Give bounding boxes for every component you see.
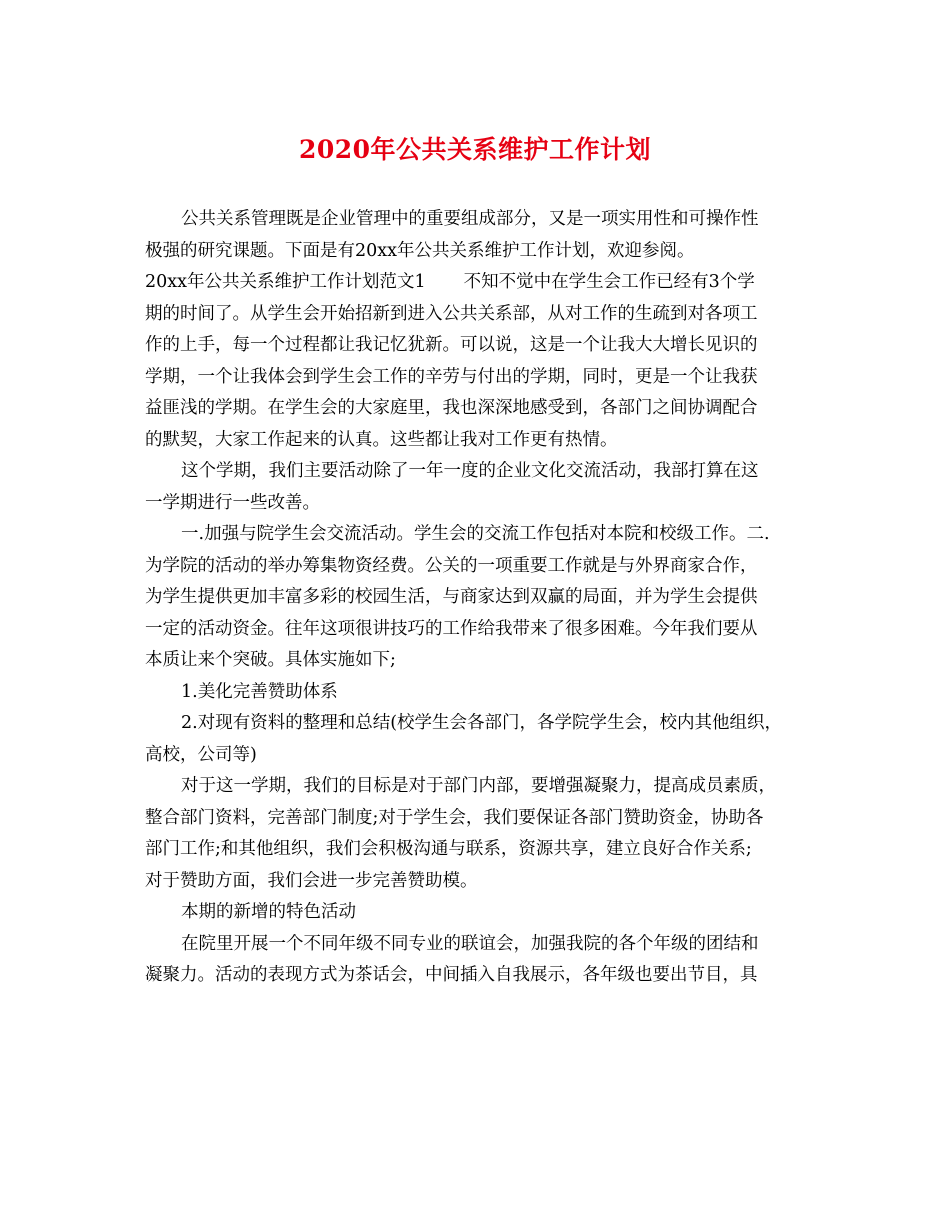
- paragraph-line: 一定的活动资金。往年这项很讲技巧的工作给我带来了很多困难。今年我们要从: [145, 618, 758, 639]
- paragraph-line: 益匪浅的学期。在学生会的大家庭里，我也深深地感受到，各部门之间协调配合: [145, 398, 758, 418]
- paragraph-line: 为学生提供更加丰富多彩的校园生活，与商家达到双赢的局面，并为学生会提供: [145, 587, 758, 607]
- page-title: 2020年公共关系维护工作计划: [298, 135, 652, 164]
- paragraph-line: 对于赞助方面，我们会进一步完善赞助模。: [145, 870, 478, 891]
- section-heading: 本期的新增的特色活动: [181, 902, 356, 922]
- paragraph-line: [145, 267, 815, 299]
- section-heading: 20xx年公共关系维护工作计划范文1: [145, 272, 426, 292]
- paragraph-line: 期的时间了。从学生会开始招新到进入公共关系部，从对工作的生疏到对各项工: [145, 303, 758, 324]
- paragraph-line: 对于这一学期，我们的目标是对于部门内部，要增强凝聚力，提高成员素质，: [181, 776, 776, 796]
- paragraph-line: 部门工作;和其他组织，我们会积极沟通与联系，资源共享，建立良好合作关系;: [145, 839, 752, 859]
- paragraph-line: 为学院的活动的举办筹集物资经费。公关的一项重要工作就是与外界商家合作，: [145, 555, 758, 576]
- paragraph-line: 在院里开展一个不同年级不同专业的联谊会，加强我院的各个年级的团结和: [181, 933, 759, 954]
- paragraph-line: 本质让来个突破。具体实施如下;: [145, 650, 396, 670]
- paragraph-line: 整合部门资料，完善部门制度;对于学生会，我们要保证各部门赞助资金，协助各: [145, 807, 764, 828]
- paragraph-line: 这个学期，我们主要活动除了一年一度的企业文化交流活动，我部打算在这: [181, 461, 759, 481]
- paragraph-line: 一.加强与院学生会交流活动。学生会的交流工作包括对本院和校级工作。二.: [181, 524, 770, 544]
- paragraph-line: 公共关系管理既是企业管理中的重要组成部分，又是一项实用性和可操作性: [181, 209, 759, 229]
- paragraph-line: 极强的研究课题。下面是有20xx年公共关系维护工作计划，欢迎参阅。: [145, 240, 695, 261]
- paragraph-line: 高校，公司等): [145, 744, 257, 765]
- paragraph-text: 不知不觉中在学生会工作已经有3个学: [463, 272, 755, 292]
- paragraph-line: 的默契，大家工作起来的认真。这些都让我对工作更有热情。: [145, 429, 618, 450]
- paragraph-line: 学期，一个让我体会到学生会工作的辛劳与付出的学期，同时，更是一个让我获: [145, 366, 758, 387]
- document-body: [145, 204, 815, 992]
- list-item: 1.美化完善赞助体系: [181, 681, 338, 702]
- paragraph-line: 凝聚力。活动的表现方式为茶话会，中间插入自我展示，各年级也要出节目，具: [145, 965, 758, 985]
- paragraph-line: 作的上手，每一个过程都让我记忆犹新。可以说，这是一个让我大大增长见识的: [145, 335, 758, 355]
- list-item: 2.对现有资料的整理和总结(校学生会各部门，各学院学生会，校内其他组织，: [181, 713, 783, 733]
- paragraph-line: 一学期进行一些改善。: [145, 492, 320, 513]
